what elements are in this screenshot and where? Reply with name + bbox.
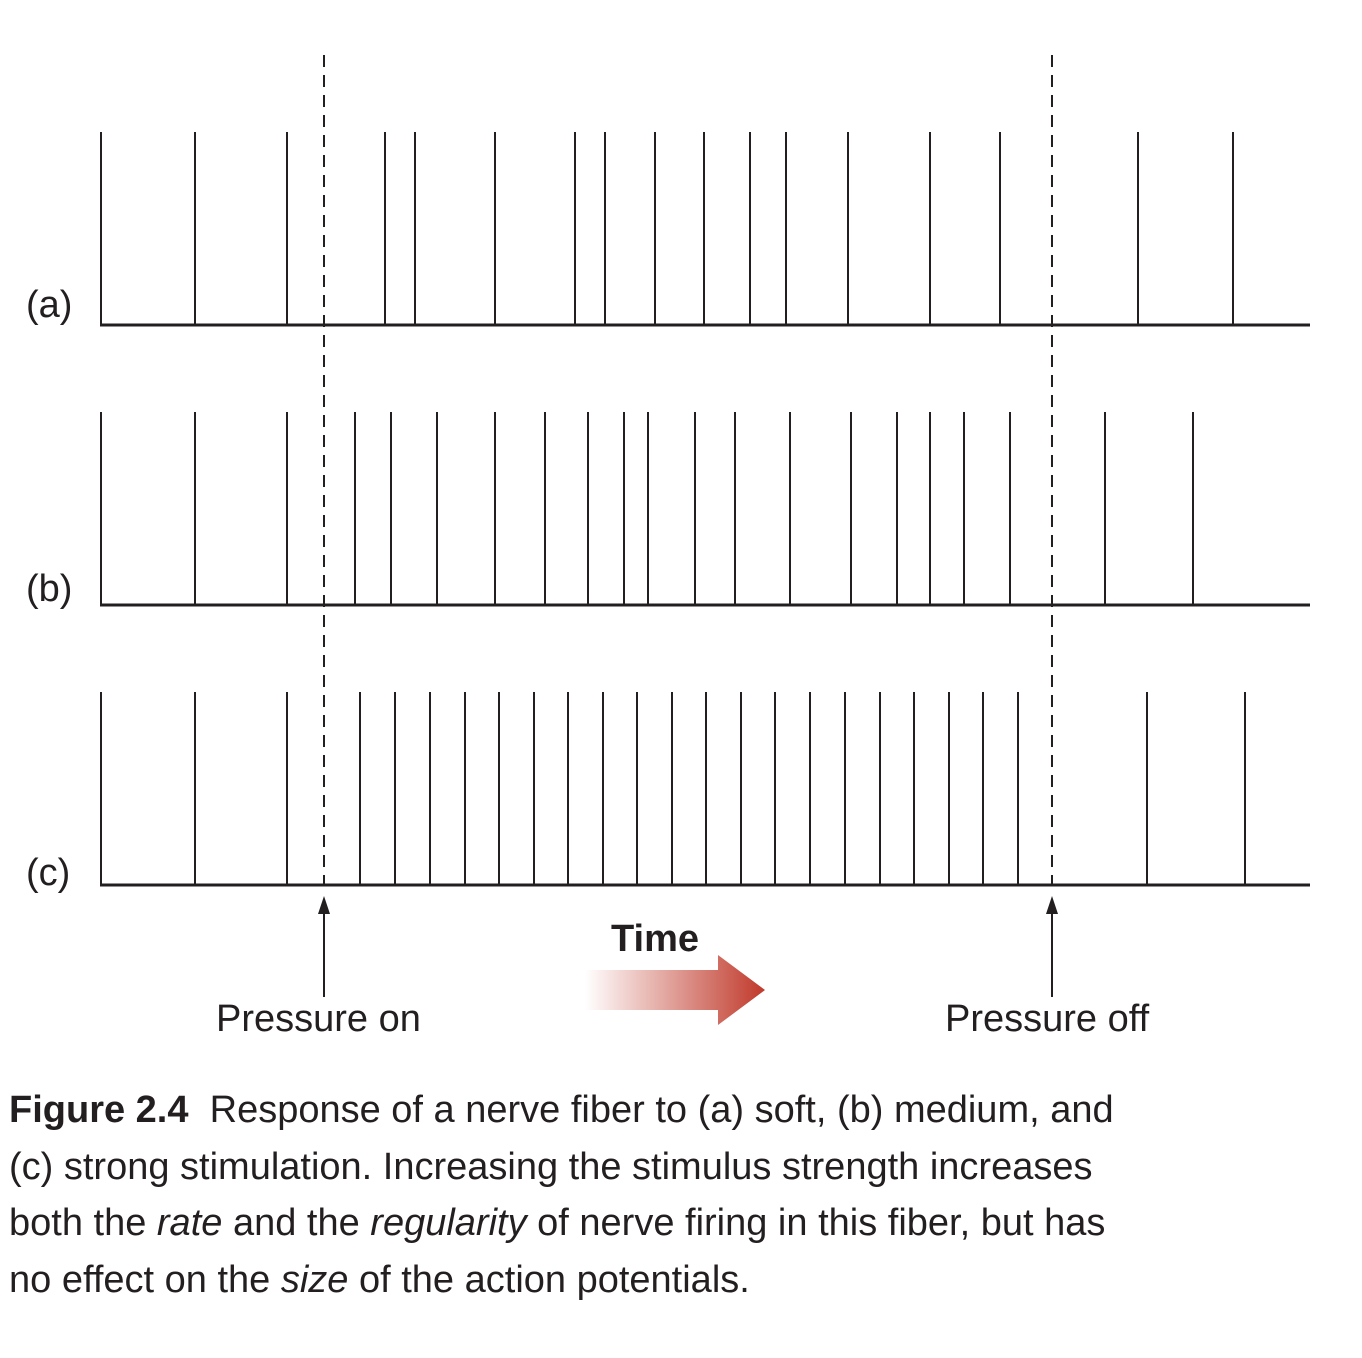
spike-train-c [100,692,1310,885]
spike-train-a [100,132,1310,325]
caption-line-4: no effect on the size of the action potentials. [9,1258,750,1301]
pressure-on-arrow [318,896,330,997]
time-arrow-icon [585,955,765,1025]
caption-line-3: both the rate and the regularity of nerve firing in this fiber, but has [9,1202,1106,1244]
pressure-on-label: Pressure on [216,998,421,1040]
pressure-off-arrow [1046,896,1058,997]
caption-line-1: Response of a nerve fiber to (a) soft, (b) medium, and [209,1089,1114,1131]
time-label: Time [611,918,700,960]
trace-label-c: (c) [26,852,71,894]
figure-caption [9,1082,1349,1308]
pressure-off-label: Pressure off [945,998,1150,1040]
trace-label-b: (b) [26,568,73,610]
trace-label-a: (a) [26,284,73,326]
caption-line-2: (c) strong stimulation. Increasing the stimulus strength increases [9,1145,1093,1188]
figure-number: Figure 2.4 [9,1089,189,1131]
spike-train-b [100,412,1310,605]
